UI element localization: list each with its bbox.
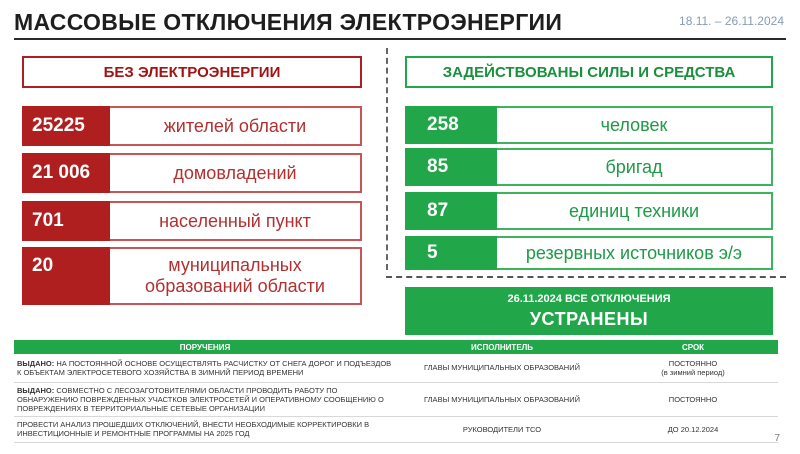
page-number: 7	[774, 433, 780, 444]
stat-value: 21 006	[22, 153, 110, 193]
stat-value: 5	[405, 236, 497, 270]
stat-people	[405, 106, 773, 144]
page-title: МАССОВЫЕ ОТКЛЮЧЕНИЯ ЭЛЕКТРОЭНЕРГИИ	[14, 9, 563, 35]
stat-label: населенный пункт	[110, 201, 362, 241]
resolved-date-line: 26.11.2024 ВСЕ ОТКЛЮЧЕНИЯ	[507, 293, 671, 305]
table-row	[14, 416, 778, 442]
date-range: 18.11. – 26.11.2024	[679, 14, 784, 28]
stat-households	[22, 153, 362, 193]
horizontal-divider	[386, 276, 786, 278]
table-header-row	[14, 340, 778, 354]
stat-settlements	[22, 201, 362, 241]
order-text: СОВМЕСТНО С ЛЕСОЗАГОТОВИТЕЛЯМИ ОБЛАСТИ ПРОВОДИТЬ РАБОТУ ПО ОБНАРУЖЕНИЮ ПОВРЕЖДЕННЫХ УЧАСТКОВ ЭЛЕКТРОСЕТЕЙ И ОПЕРАТИВНОМУ СООБЩЕНИЮ О ПОВРЕЖДЕНИЯХ В ТЕРРИТОРИАЛЬНЫЕ СЕТЕВЫЕ ОРГАНИЗАЦИИ	[17, 385, 384, 413]
order-prefix: ВЫДАНО:	[17, 358, 55, 368]
term-cell: ПОСТОЯННО	[608, 382, 778, 416]
orders-table	[14, 340, 778, 443]
stat-label: резервных источников э/э	[497, 236, 773, 270]
stat-label: жителей области	[110, 106, 362, 146]
term-text: ПОСТОЯННО	[668, 358, 718, 368]
stat-label: домовладений	[110, 153, 362, 193]
no-power-heading: БЕЗ ЭЛЕКТРОЭНЕРГИИ	[22, 56, 362, 88]
stat-reserve-sources	[405, 236, 773, 270]
forces-heading: ЗАДЕЙСТВОВАНЫ СИЛЫ И СРЕДСТВА	[405, 56, 773, 88]
term-cell	[608, 354, 778, 382]
column-header-orders: ПОРУЧЕНИЯ	[14, 340, 396, 354]
column-header-term: СРОК	[608, 340, 778, 354]
vertical-divider	[386, 48, 388, 270]
all-outages-resolved-banner	[405, 287, 773, 335]
stat-value: 258	[405, 106, 497, 144]
title-divider	[14, 38, 786, 40]
order-cell	[14, 382, 396, 416]
stat-label: муниципальных образований области	[110, 247, 362, 305]
table-row	[14, 382, 778, 416]
executor-cell: РУКОВОДИТЕЛИ ТСО	[396, 416, 608, 442]
order-cell	[14, 354, 396, 382]
stat-municipalities	[22, 247, 362, 305]
stat-value: 25225	[22, 106, 110, 146]
stat-value: 87	[405, 192, 497, 230]
resolved-status-line: УСТРАНЕНЫ	[529, 309, 649, 329]
stat-value: 85	[405, 148, 497, 186]
stat-residents	[22, 106, 362, 146]
term-cell: ДО 20.12.2024	[608, 416, 778, 442]
stat-equipment	[405, 192, 773, 230]
stat-value: 20	[22, 247, 110, 305]
stat-label: единиц техники	[497, 192, 773, 230]
stat-label: человек	[497, 106, 773, 144]
order-cell	[14, 416, 396, 442]
term-note: (в зимний период)	[661, 367, 725, 377]
table-row	[14, 354, 778, 382]
executor-cell: ГЛАВЫ МУНИЦИПАЛЬНЫХ ОБРАЗОВАНИЙ	[396, 354, 608, 382]
order-text: ПРОВЕСТИ АНАЛИЗ ПРОШЕДШИХ ОТКЛЮЧЕНИЙ, ВНЕСТИ НЕОБХОДИМЫЕ КОРРЕКТИРОВКИ В ИНВЕСТИЦИОННЫЕ И РЕМОНТНЫЕ ПРОГРАММЫ НА 2025 ГОД	[17, 420, 370, 438]
order-prefix: ВЫДАНО:	[17, 385, 55, 395]
order-text: НА ПОСТОЯННОЙ ОСНОВЕ ОСУЩЕСТВЛЯТЬ РАСЧИСТКУ ОТ СНЕГА ДОРОГ И ПОДЪЕЗДОВ К ОБЪЕКТАМ ЭЛЕКТРОСЕТЕВОГО ХОЗЯЙСТВА В ЗИМНИЙ ПЕРИОД ВРЕМЕНИ	[17, 358, 392, 377]
stat-label: бригад	[497, 148, 773, 186]
stat-value: 701	[22, 201, 110, 241]
column-header-executor: ИСПОЛНИТЕЛЬ	[396, 340, 608, 354]
executor-cell: ГЛАВЫ МУНИЦИПАЛЬНЫХ ОБРАЗОВАНИЙ	[396, 382, 608, 416]
stat-brigades	[405, 148, 773, 186]
